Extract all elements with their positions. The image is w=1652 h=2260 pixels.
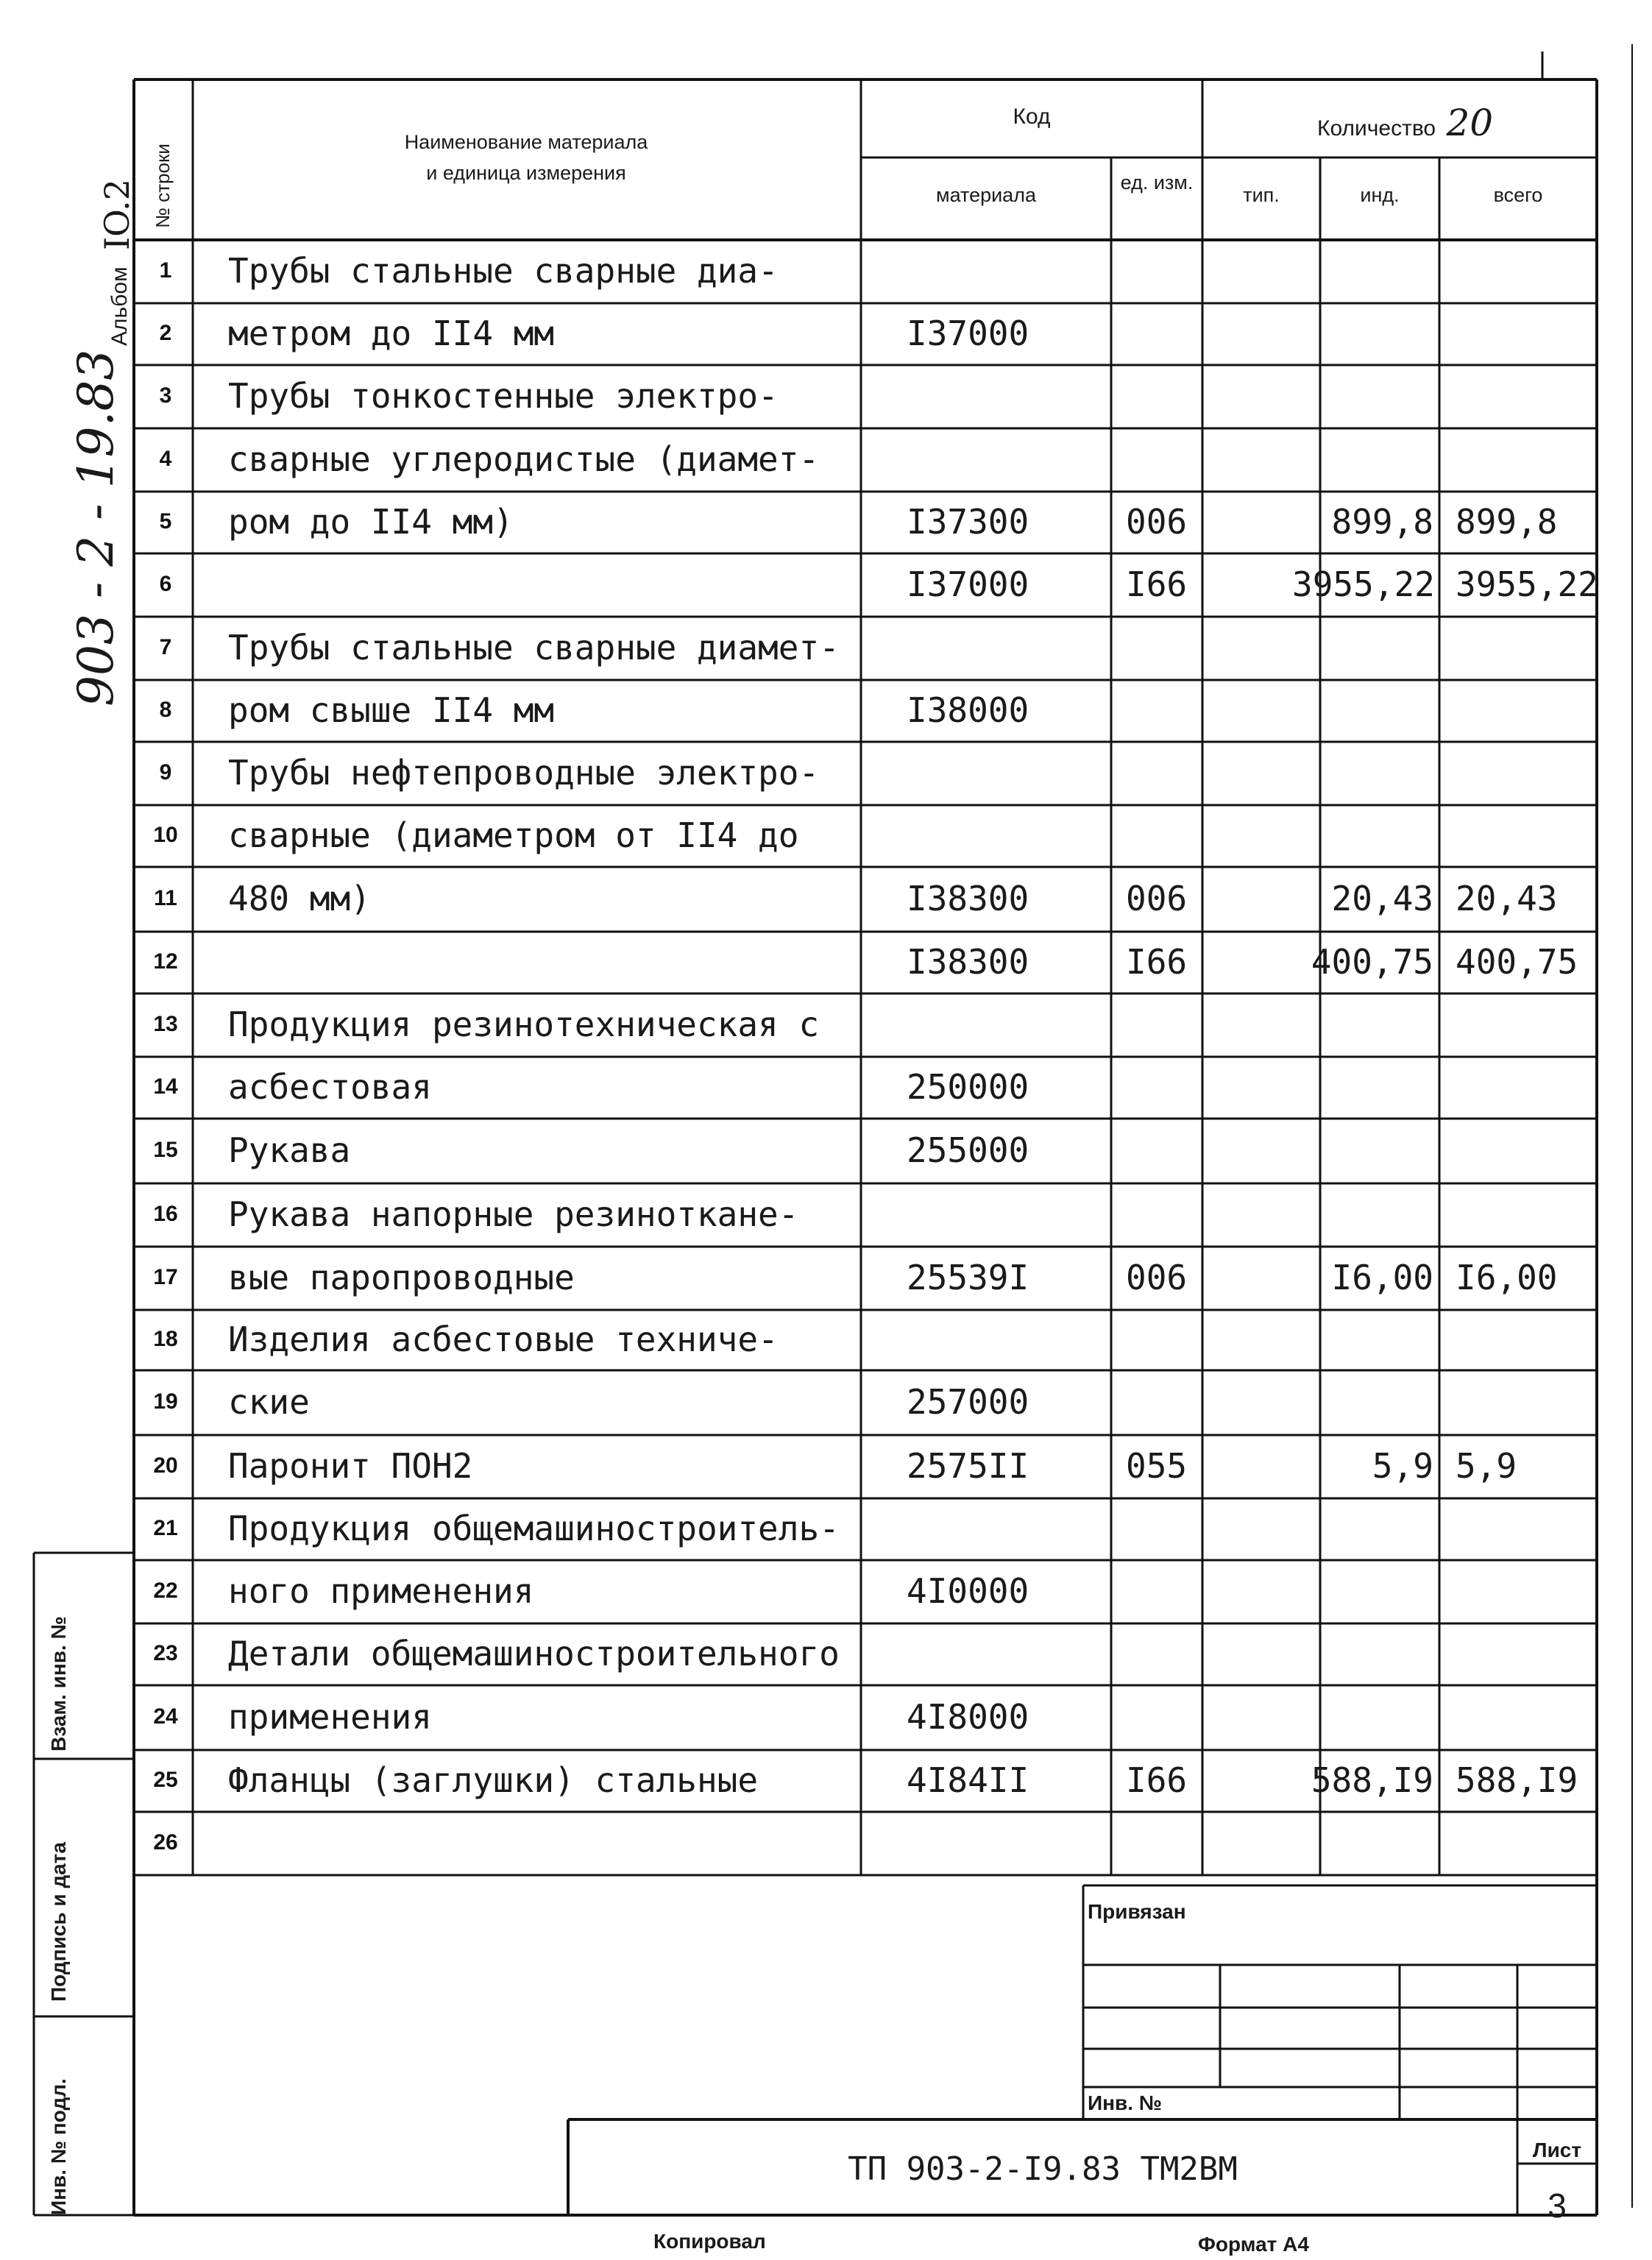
footer-copied: Копировал (653, 2230, 766, 2253)
material-code: I37000 (907, 314, 1029, 353)
row-number: 14 (153, 1074, 178, 1099)
stamp-label-original-inv: Инв. № подл. (47, 2078, 70, 2215)
material-name: Фланцы (заглушки) стальные (228, 1760, 759, 1800)
row-number: 20 (153, 1453, 178, 1478)
row-number: 13 (153, 1012, 178, 1036)
row-number: 21 (153, 1516, 178, 1540)
material-code: 2575II (907, 1446, 1029, 1486)
stamp-label-replaced-inv: Взам. инв. № (47, 1616, 70, 1751)
material-name: метром до II4 мм (228, 314, 555, 353)
quantity-individual: 3955,22 (1292, 564, 1435, 604)
quantity-total: 3955,22 (1456, 564, 1598, 604)
material-name: ного применения (228, 1571, 534, 1611)
unit-code: I66 (1126, 942, 1188, 982)
row-number: 24 (153, 1704, 178, 1729)
row-number: 10 (153, 823, 178, 847)
header-code-material: материала (936, 184, 1036, 206)
material-name: Паронит ПОН2 (228, 1446, 473, 1486)
unit-code: 006 (1126, 879, 1188, 918)
row-number: 12 (153, 949, 178, 974)
row-number: 16 (153, 1202, 178, 1226)
row-number: 2 (159, 321, 172, 345)
handwritten-album-code: 903 - 2 - 19.83 (68, 349, 124, 706)
document-code: ТП 903-2-I9.83 ТМ2ВМ (848, 2150, 1238, 2188)
row-number: 3 (159, 383, 172, 408)
sheet-number: 3 (1548, 2186, 1567, 2225)
quantity-total: 20,43 (1456, 879, 1558, 918)
header-qty-typ: тип. (1243, 184, 1280, 206)
material-name: сварные (диаметром от II4 до (228, 815, 799, 855)
material-code: 4I8000 (907, 1697, 1029, 1737)
material-code: 4I84II (907, 1760, 1029, 1800)
header-name-line1: Наименование материала (404, 131, 648, 153)
row-number: 6 (159, 572, 172, 596)
material-name: сварные углеродистые (диамет- (228, 439, 820, 479)
material-name: Трубы стальные сварные диа- (228, 251, 779, 291)
header-qty-ind: инд. (1360, 184, 1400, 206)
album-label: Альбом (107, 266, 132, 346)
material-name: Рукава (228, 1130, 351, 1170)
quantity-total: 588,I9 (1456, 1760, 1578, 1800)
material-code: I38000 (907, 690, 1029, 730)
stamp-inv-no-label: Инв. № (1088, 2091, 1163, 2114)
row-number: 11 (154, 886, 177, 910)
quantity-individual: 5,9 (1372, 1446, 1433, 1486)
quantity-total: I6,00 (1456, 1258, 1558, 1297)
material-name: Трубы стальные сварные диамет- (228, 628, 840, 667)
quantity-label: Количество (1317, 116, 1436, 141)
row-number: 22 (153, 1579, 178, 1603)
header-quantity-group (1317, 102, 1493, 144)
quantity-handwritten: 20 (1446, 102, 1494, 144)
sheet-label: Лист (1532, 2139, 1582, 2161)
material-name: ром до II4 мм) (228, 502, 514, 542)
row-number: 26 (153, 1830, 178, 1855)
material-name: Рукава напорные резиноткане- (228, 1194, 799, 1234)
material-name: Трубы тонкостенные электро- (228, 376, 779, 416)
material-name: вые паропроводные (228, 1258, 575, 1297)
unit-code: 006 (1126, 502, 1188, 542)
header-code-unit: ед. изм. (1120, 171, 1194, 194)
material-code: 255000 (907, 1130, 1029, 1170)
material-name: ром свыше II4 мм (228, 690, 555, 730)
material-code: I37300 (907, 502, 1029, 542)
footer-format: Формат А4 (1198, 2233, 1309, 2256)
row-number: 8 (159, 698, 172, 722)
stamp-privyazan-label: Привязан (1088, 1900, 1186, 1923)
unit-code: 006 (1126, 1258, 1188, 1297)
row-number: 1 (159, 258, 172, 283)
unit-code: I66 (1126, 1760, 1188, 1800)
header-code-group: Код (1013, 105, 1051, 129)
material-code: 25539I (907, 1258, 1029, 1297)
unit-code: I66 (1126, 564, 1188, 604)
row-number: 7 (159, 635, 172, 659)
material-name: Трубы нефтепроводные электро- (228, 753, 820, 793)
row-number: 17 (153, 1265, 178, 1289)
material-name: Изделия асбестовые техниче- (228, 1319, 779, 1359)
quantity-individual: 588,I9 (1311, 1760, 1433, 1800)
material-code: 4I0000 (907, 1571, 1029, 1611)
material-name: 480 мм) (228, 879, 371, 918)
unit-code: 055 (1126, 1446, 1188, 1486)
row-number: 19 (153, 1389, 178, 1414)
quantity-individual: 400,75 (1311, 942, 1433, 982)
quantity-individual: I6,00 (1331, 1258, 1433, 1297)
quantity-total: 5,9 (1456, 1446, 1517, 1486)
material-name: Продукция резинотехническая с (228, 1005, 820, 1044)
material-code: I37000 (907, 564, 1029, 604)
row-number: 15 (153, 1138, 178, 1162)
album-number: IO.2 (97, 178, 137, 250)
material-name: применения (228, 1697, 432, 1737)
quantity-total: 400,75 (1456, 942, 1578, 982)
material-code: I38300 (907, 879, 1029, 918)
material-code: 257000 (907, 1382, 1029, 1422)
material-code: I38300 (907, 942, 1029, 982)
row-number: 25 (153, 1768, 178, 1792)
material-name: асбестовая (228, 1067, 432, 1107)
row-number: 5 (159, 509, 172, 534)
row-number: 9 (159, 760, 172, 784)
stamp-label-signature-date: Подпись и дата (47, 1842, 70, 2002)
material-code: 250000 (907, 1067, 1029, 1107)
row-number: 4 (159, 447, 172, 471)
row-number: 23 (153, 1641, 178, 1665)
header-row-number: № строки (152, 144, 174, 228)
quantity-total: 899,8 (1456, 502, 1558, 542)
quantity-individual: 899,8 (1331, 502, 1433, 542)
row-number: 18 (153, 1327, 178, 1351)
material-name: Продукция общемашиностроитель- (228, 1509, 840, 1548)
material-name: Детали общемашиностроительного (228, 1634, 840, 1673)
quantity-individual: 20,43 (1331, 879, 1433, 918)
header-name-line2: и единица измерения (426, 162, 626, 184)
material-name: ские (228, 1382, 310, 1422)
header-qty-total: всего (1493, 184, 1543, 206)
